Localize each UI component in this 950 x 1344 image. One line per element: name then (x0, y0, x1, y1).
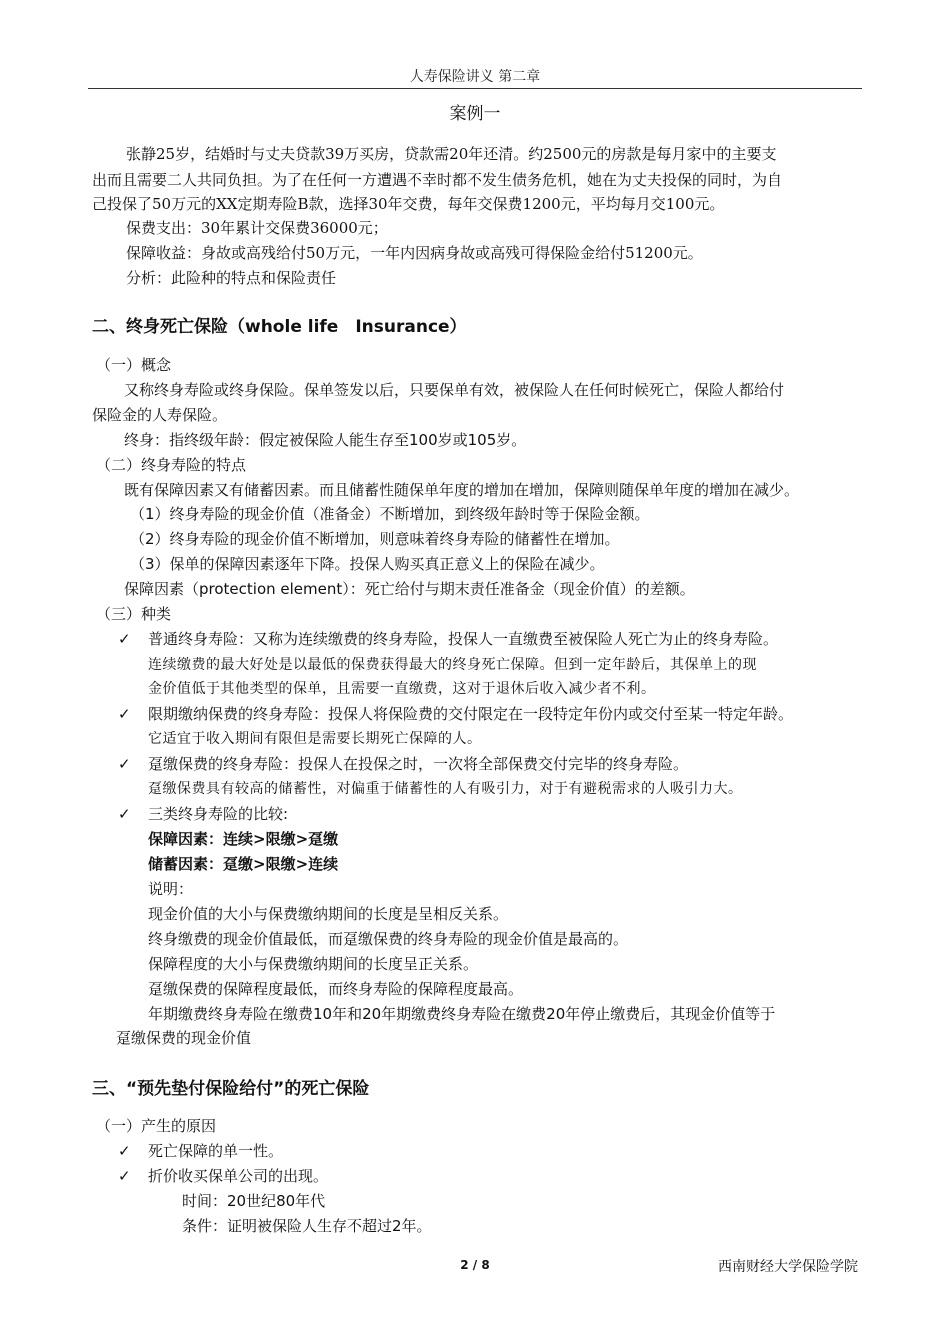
paragraph-line: 又称终身寿险或终身保险。保单签发以后，只要保单有效，被保险人在任何时候死亡，保险人都给付 (124, 381, 785, 399)
explain-line: 终身缴费的现金价值最低，而趸缴保费的终身寿险的现金价值是最高的。 (148, 930, 629, 948)
explain-title: 说明： (148, 880, 194, 898)
paragraph-line: 终身：指终级年龄：假定被保险人能生存至100岁或105岁。 (124, 431, 527, 449)
check-icon: ✓ (118, 630, 131, 648)
case-paragraph-line: 张静25岁，结婚时与丈夫贷款39万买房，贷款需20年还清。约2500元的房款是每月家中的主要支 (126, 145, 777, 163)
explain-line: 现金价值的大小与保费缴纳期间的长度是呈相反关系。 (148, 905, 509, 923)
comparison-line: 保障因素：连续>限缴>趸缴 (148, 830, 339, 848)
case-paragraph-line: 出而且需要二人共同负担。为了在任何一方遭遇不幸时都不发生债务危机，她在为丈夫投保的同时，为自 (92, 171, 783, 189)
type-note: 趸缴保费具有较高的储蓄性，对偏重于储蓄性的人有吸引力，对于有避税需求的人吸引力大。 (148, 781, 743, 797)
subsection-title: （二）终身寿险的特点 (96, 456, 247, 474)
explain-line: 年期缴费终身寿险在缴费10年和20年期缴费终身寿险在缴费20年停止缴费后，其现金价值等于 (148, 1005, 776, 1023)
check-icon: ✓ (118, 755, 131, 773)
subsection-title: （三）种类 (96, 605, 172, 623)
type-item: 趸缴保费的终身寿险：投保人在投保之时，一次将全部保费交付完毕的终身寿险。 (148, 755, 689, 773)
feature-item: （1）终身寿险的现金价值（准备金）不断增加，到终级年龄时等于保险金额。 (130, 505, 650, 523)
definition-line: 保障因素（protection element）：死亡给付与期末责任准备金（现金价值）的差额。 (124, 580, 695, 598)
feature-item: （2）终身寿险的现金价值不断增加，则意味着终身寿险的储蓄性在增加。 (130, 530, 620, 548)
case-premium: 保费支出：30年累计交保费36000元； (126, 219, 388, 237)
explain-line: 趸缴保费的现金价值 (116, 1029, 252, 1047)
explain-line: 趸缴保费的保障程度最低，而终身寿险的保障程度最高。 (148, 980, 524, 998)
header-rule (88, 88, 862, 89)
type-item: 三类终身寿险的比较: (148, 805, 289, 823)
check-icon: ✓ (118, 705, 131, 723)
detail-line: 条件：证明被保险人生存不超过2年。 (182, 1217, 432, 1235)
page-number: 2 / 8 (460, 1258, 490, 1272)
type-note: 金价值低于其他类型的保单，且需要一直缴费，这对于退休后收入减少者不利。 (148, 681, 656, 697)
running-header: 人寿保险讲义 第二章 (409, 69, 541, 85)
reason-item: 死亡保障的单一性。 (148, 1142, 284, 1160)
explain-line: 保障程度的大小与保费缴纳期间的长度呈正关系。 (148, 955, 479, 973)
case-analysis: 分析：此险种的特点和保险责任 (126, 269, 337, 287)
feature-item: （3）保单的保障因素逐年下降。投保人购买真正意义上的保险在减少。 (130, 555, 605, 573)
reason-item: 折价收买保单公司的出现。 (148, 1167, 329, 1185)
type-item: 普通终身寿险：又称为连续缴费的终身寿险，投保人一直缴费至被保险人死亡为止的终身寿险。 (148, 630, 779, 648)
type-note: 连续缴费的最大好处是以最低的保费获得最大的终身死亡保障。但到一定年龄后，其保单上的现 (148, 657, 757, 673)
section-heading: 二、终身死亡保险（whole life Insurance） (92, 317, 467, 337)
comparison-line: 储蓄因素：趸缴>限缴>连续 (148, 855, 339, 873)
subsection-title: （一）产生的原因 (96, 1117, 217, 1135)
paragraph-line: 既有保障因素又有储蓄因素。而且储蓄性随保单年度的增加在增加，保障则随保单年度的增加在减少。 (124, 481, 800, 499)
case-title: 案例一 (449, 104, 501, 124)
section-heading: 三、“预先垫付保险给付”的死亡保险 (92, 1079, 370, 1099)
check-icon: ✓ (118, 1167, 131, 1185)
case-benefit: 保障收益：身故或高残给付50万元，一年内因病身故或高残可得保险金给付51200元。 (126, 244, 703, 262)
paragraph-line: 保险金的人寿保险。 (92, 406, 228, 424)
detail-line: 时间：20世纪80年代 (182, 1192, 326, 1210)
check-icon: ✓ (118, 805, 131, 823)
type-note: 它适宜于收入期间有限但是需要长期死亡保障的人。 (148, 731, 482, 747)
type-item: 限期缴纳保费的终身寿险：投保人将保险费的交付限定在一段特定年份内或交付至某一特定年龄。 (148, 705, 794, 723)
subsection-title: （一）概念 (96, 356, 172, 374)
case-paragraph-line: 己投保了50万元的XX定期寿险B款，选择30年交费，每年交保费1200元，平均每月交100元。 (92, 195, 725, 213)
check-icon: ✓ (118, 1142, 131, 1160)
footer-organization: 西南财经大学保险学院 (718, 1259, 858, 1275)
